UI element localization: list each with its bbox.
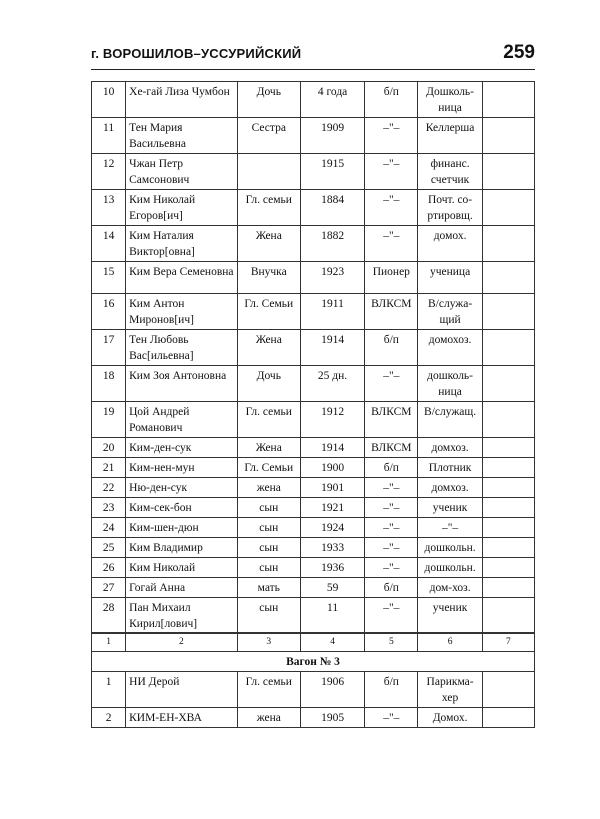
cell-number: 25 <box>92 538 126 558</box>
cell-name: Тен Мария Васильевна <box>126 118 238 154</box>
cell-year: 1923 <box>300 262 364 294</box>
table-row <box>92 294 535 330</box>
cell-party: ВЛКСМ <box>365 294 418 330</box>
cell-year: 1924 <box>300 518 364 538</box>
table-row <box>92 330 535 366</box>
cell-party: ВЛКСМ <box>365 438 418 458</box>
cell-occupation: дошкольн. <box>418 538 482 558</box>
cell-name: Гогай Анна <box>126 578 238 598</box>
cell-name: Ким Вера Семеновна <box>126 262 238 294</box>
column-number-row <box>92 633 535 652</box>
cell-year: 1911 <box>300 294 364 330</box>
cell-occupation: финанс. счетчик <box>418 154 482 190</box>
cell-party: б/п <box>365 458 418 478</box>
deportation-list-table <box>91 81 535 634</box>
cell-name: Ким-сек-бон <box>126 498 238 518</box>
cell-empty <box>482 118 534 154</box>
cell-number: 10 <box>92 82 126 118</box>
cell-occupation: Плотник <box>418 458 482 478</box>
table-row <box>92 498 535 518</box>
cell-party: ВЛКСМ <box>365 402 418 438</box>
cell-relation: сын <box>237 558 300 578</box>
cell-party: б/п <box>365 330 418 366</box>
cell-number: 28 <box>92 598 126 634</box>
column-number: 4 <box>300 633 364 652</box>
cell-occupation: дом-хоз. <box>418 578 482 598</box>
cell-relation: Гл. семьи <box>237 190 300 226</box>
cell-number: 22 <box>92 478 126 498</box>
cell-relation: сын <box>237 598 300 634</box>
column-number: 6 <box>418 633 482 652</box>
cell-year: 1909 <box>300 118 364 154</box>
column-number: 2 <box>126 633 238 652</box>
cell-number: 12 <box>92 154 126 190</box>
cell-party: –"– <box>365 598 418 634</box>
cell-empty <box>482 708 534 728</box>
column-number: 1 <box>92 633 126 652</box>
cell-name: Ким-нен-мун <box>126 458 238 478</box>
cell-occupation: дошкольн. <box>418 558 482 578</box>
table-row <box>92 438 535 458</box>
cell-year: 1936 <box>300 558 364 578</box>
cell-relation: сын <box>237 498 300 518</box>
cell-empty <box>482 82 534 118</box>
cell-year: 1905 <box>300 708 364 728</box>
header-rule <box>91 69 535 70</box>
cell-party: –"– <box>365 478 418 498</box>
cell-name: Ким-ден-сук <box>126 438 238 458</box>
cell-empty <box>482 578 534 598</box>
table-row <box>92 478 535 498</box>
cell-name: Ким Зоя Антоновна <box>126 366 238 402</box>
table-row <box>92 672 535 708</box>
cell-relation: Дочь <box>237 366 300 402</box>
table-row <box>92 518 535 538</box>
table-row <box>92 82 535 118</box>
cell-year: 4 года <box>300 82 364 118</box>
cell-name: КИМ-ЕН-ХВА <box>126 708 238 728</box>
cell-relation: Гл. Семьи <box>237 294 300 330</box>
cell-name: Хе-гай Лиза Чумбон <box>126 82 238 118</box>
cell-relation: Сестра <box>237 118 300 154</box>
cell-number: 19 <box>92 402 126 438</box>
cell-year: 11 <box>300 598 364 634</box>
cell-number: 24 <box>92 518 126 538</box>
cell-empty <box>482 154 534 190</box>
cell-occupation: –"– <box>418 518 482 538</box>
cell-empty <box>482 438 534 458</box>
table-row <box>92 708 535 728</box>
cell-number: 16 <box>92 294 126 330</box>
wagon-heading-row <box>92 652 535 672</box>
column-number: 7 <box>482 633 534 652</box>
cell-year: 25 дн. <box>300 366 364 402</box>
cell-number: 21 <box>92 458 126 478</box>
cell-year: 1914 <box>300 438 364 458</box>
cell-relation: Гл. Семьи <box>237 458 300 478</box>
cell-occupation: домхоз. <box>418 438 482 458</box>
cell-number: 1 <box>92 672 126 708</box>
cell-name: Чжан Петр Самсонович <box>126 154 238 190</box>
cell-empty <box>482 294 534 330</box>
cell-party: б/п <box>365 578 418 598</box>
table-row <box>92 598 535 634</box>
cell-empty <box>482 190 534 226</box>
cell-year: 1912 <box>300 402 364 438</box>
cell-number: 17 <box>92 330 126 366</box>
cell-occupation: Парикма-хер <box>418 672 482 708</box>
cell-relation: жена <box>237 478 300 498</box>
cell-party: б/п <box>365 82 418 118</box>
cell-relation: Жена <box>237 226 300 262</box>
cell-occupation: ученик <box>418 498 482 518</box>
cell-occupation: Келлерша <box>418 118 482 154</box>
table-row <box>92 118 535 154</box>
cell-party: б/п <box>365 672 418 708</box>
cell-occupation: домохоз. <box>418 330 482 366</box>
cell-party: –"– <box>365 154 418 190</box>
column-number: 3 <box>237 633 300 652</box>
cell-name: Ким Владимир <box>126 538 238 558</box>
cell-year: 1900 <box>300 458 364 478</box>
cell-party: –"– <box>365 538 418 558</box>
cell-empty <box>482 458 534 478</box>
cell-occupation: Дошколь-ница <box>418 82 482 118</box>
cell-empty <box>482 538 534 558</box>
cell-number: 20 <box>92 438 126 458</box>
cell-relation: сын <box>237 538 300 558</box>
cell-party: –"– <box>365 118 418 154</box>
cell-year: 1901 <box>300 478 364 498</box>
cell-occupation: В/служащ. <box>418 402 482 438</box>
cell-year: 1921 <box>300 498 364 518</box>
cell-party: –"– <box>365 558 418 578</box>
page-number: 259 <box>503 42 535 63</box>
table-row <box>92 366 535 402</box>
cell-relation: сын <box>237 518 300 538</box>
cell-occupation: домох. <box>418 226 482 262</box>
cell-name: Ким Наталия Виктор[овна] <box>126 226 238 262</box>
cell-name: Ким-шен-дюн <box>126 518 238 538</box>
cell-empty <box>482 402 534 438</box>
cell-name: Пан Михаил Кирил[лович] <box>126 598 238 634</box>
table-row <box>92 458 535 478</box>
cell-empty <box>482 558 534 578</box>
cell-relation: мать <box>237 578 300 598</box>
cell-party: Пионер <box>365 262 418 294</box>
cell-relation <box>237 154 300 190</box>
cell-relation: Гл. семьи <box>237 402 300 438</box>
cell-year: 1915 <box>300 154 364 190</box>
cell-relation: Жена <box>237 330 300 366</box>
cell-party: –"– <box>365 366 418 402</box>
cell-name: НИ Дерой <box>126 672 238 708</box>
cell-occupation: дошколь-ница <box>418 366 482 402</box>
cell-number: 15 <box>92 262 126 294</box>
cell-number: 23 <box>92 498 126 518</box>
cell-occupation: Почт. со-ртировщ. <box>418 190 482 226</box>
cell-name: Цой Андрей Романович <box>126 402 238 438</box>
cell-year: 1884 <box>300 190 364 226</box>
cell-relation: жена <box>237 708 300 728</box>
cell-name: Ким Антон Миронов[ич] <box>126 294 238 330</box>
cell-number: 11 <box>92 118 126 154</box>
cell-number: 27 <box>92 578 126 598</box>
cell-empty <box>482 226 534 262</box>
cell-party: –"– <box>365 518 418 538</box>
table-row <box>92 578 535 598</box>
cell-name: Ким Николай Егоров[ич] <box>126 190 238 226</box>
wagon-table <box>91 632 535 728</box>
cell-number: 13 <box>92 190 126 226</box>
table-row <box>92 190 535 226</box>
cell-party: –"– <box>365 708 418 728</box>
cell-empty <box>482 330 534 366</box>
cell-empty <box>482 598 534 634</box>
cell-number: 14 <box>92 226 126 262</box>
cell-relation: Гл. семьи <box>237 672 300 708</box>
cell-year: 1914 <box>300 330 364 366</box>
cell-year: 1906 <box>300 672 364 708</box>
cell-name: Тен Любовь Вас[ильевна] <box>126 330 238 366</box>
cell-number: 26 <box>92 558 126 578</box>
cell-relation: Внучка <box>237 262 300 294</box>
cell-year: 1882 <box>300 226 364 262</box>
table-row <box>92 538 535 558</box>
cell-name: Ню-ден-сук <box>126 478 238 498</box>
cell-party: –"– <box>365 190 418 226</box>
cell-year: 59 <box>300 578 364 598</box>
running-title: г. ВОРОШИЛОВ–УССУРИЙСКИЙ <box>91 46 302 61</box>
cell-occupation: ученик <box>418 598 482 634</box>
cell-party: –"– <box>365 498 418 518</box>
table-row <box>92 402 535 438</box>
page-header <box>91 44 535 68</box>
table-row <box>92 262 535 294</box>
cell-empty <box>482 478 534 498</box>
cell-number: 18 <box>92 366 126 402</box>
cell-party: –"– <box>365 226 418 262</box>
table-row <box>92 226 535 262</box>
cell-empty <box>482 518 534 538</box>
cell-name: Ким Николай <box>126 558 238 578</box>
cell-occupation: ученица <box>418 262 482 294</box>
column-number: 5 <box>365 633 418 652</box>
wagon-heading: Вагон № 3 <box>92 652 535 672</box>
cell-empty <box>482 672 534 708</box>
cell-number: 2 <box>92 708 126 728</box>
cell-relation: Жена <box>237 438 300 458</box>
table-row <box>92 154 535 190</box>
cell-empty <box>482 366 534 402</box>
cell-empty <box>482 498 534 518</box>
table-row <box>92 558 535 578</box>
cell-occupation: Домох. <box>418 708 482 728</box>
cell-relation: Дочь <box>237 82 300 118</box>
cell-empty <box>482 262 534 294</box>
cell-occupation: В/служа-щий <box>418 294 482 330</box>
cell-occupation: домхоз. <box>418 478 482 498</box>
cell-year: 1933 <box>300 538 364 558</box>
